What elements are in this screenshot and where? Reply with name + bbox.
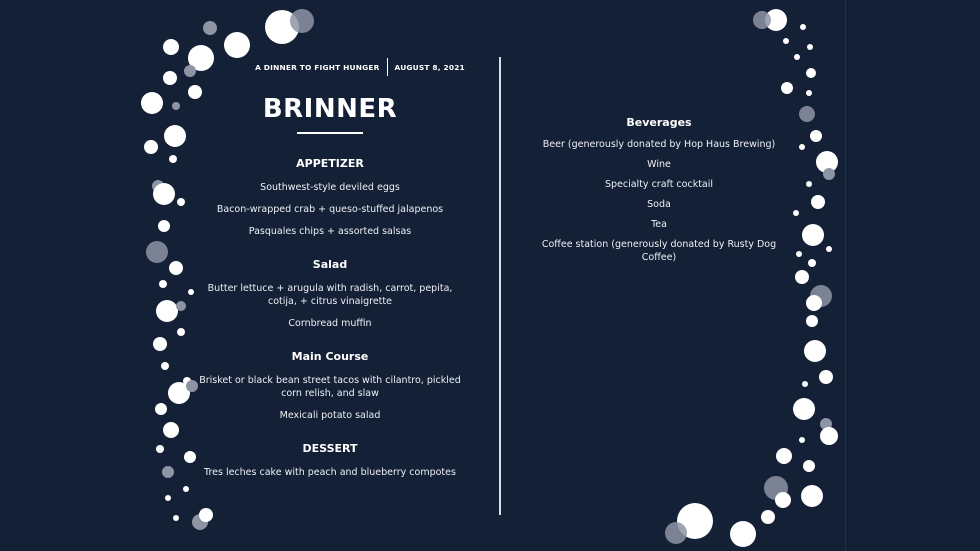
header-separator bbox=[387, 58, 388, 76]
beverage-item: Tea bbox=[651, 219, 667, 230]
beverage-item: Beer (generously donated by Hop Haus Brewing) bbox=[542, 139, 776, 150]
food-menu bbox=[195, 157, 465, 499]
beverage-item: Wine bbox=[647, 159, 671, 170]
section-heading: Salad bbox=[312, 258, 348, 271]
beverage-menu bbox=[530, 116, 788, 271]
section-heading: Beverages bbox=[626, 116, 692, 129]
event-name: A DINNER TO FIGHT HUNGER bbox=[255, 62, 380, 72]
section-heading: APPETIZER bbox=[296, 157, 364, 170]
event-header bbox=[240, 60, 480, 74]
menu-item: Butter lettuce + arugula with radish, carrot, pepita, cotija, + citrus vinaigrette bbox=[207, 283, 453, 307]
section-appetizer bbox=[195, 157, 465, 238]
event-date: AUGUST 8, 2021 bbox=[394, 62, 465, 72]
menu-item: Brisket or black bean street tacos with cilantro, pickled corn relish, and slaw bbox=[199, 375, 461, 399]
column-divider bbox=[499, 57, 501, 515]
beverage-item: Soda bbox=[647, 199, 671, 210]
section-salad bbox=[195, 258, 465, 330]
menu-item: Mexicali potato salad bbox=[279, 410, 381, 421]
section-dessert bbox=[195, 442, 465, 479]
title-underline bbox=[297, 132, 363, 134]
section-main-course bbox=[195, 350, 465, 422]
section-heading: Main Course bbox=[291, 350, 369, 363]
beverage-item: Coffee station (generously donated by Rusty Dog Coffee) bbox=[541, 239, 777, 263]
menu-item: Bacon-wrapped crab + queso-stuffed jalapenos bbox=[216, 204, 444, 215]
menu-title: BRINNER bbox=[262, 94, 398, 124]
menu-item: Pasquales chips + assorted salsas bbox=[248, 226, 412, 237]
menu-item: Southwest-style deviled eggs bbox=[260, 182, 400, 193]
section-heading: DESSERT bbox=[302, 442, 358, 455]
beverage-item: Specialty craft cocktail bbox=[604, 179, 714, 190]
menu-item: Cornbread muffin bbox=[288, 318, 372, 329]
menu-item: Tres leches cake with peach and blueberry compotes bbox=[204, 467, 456, 478]
